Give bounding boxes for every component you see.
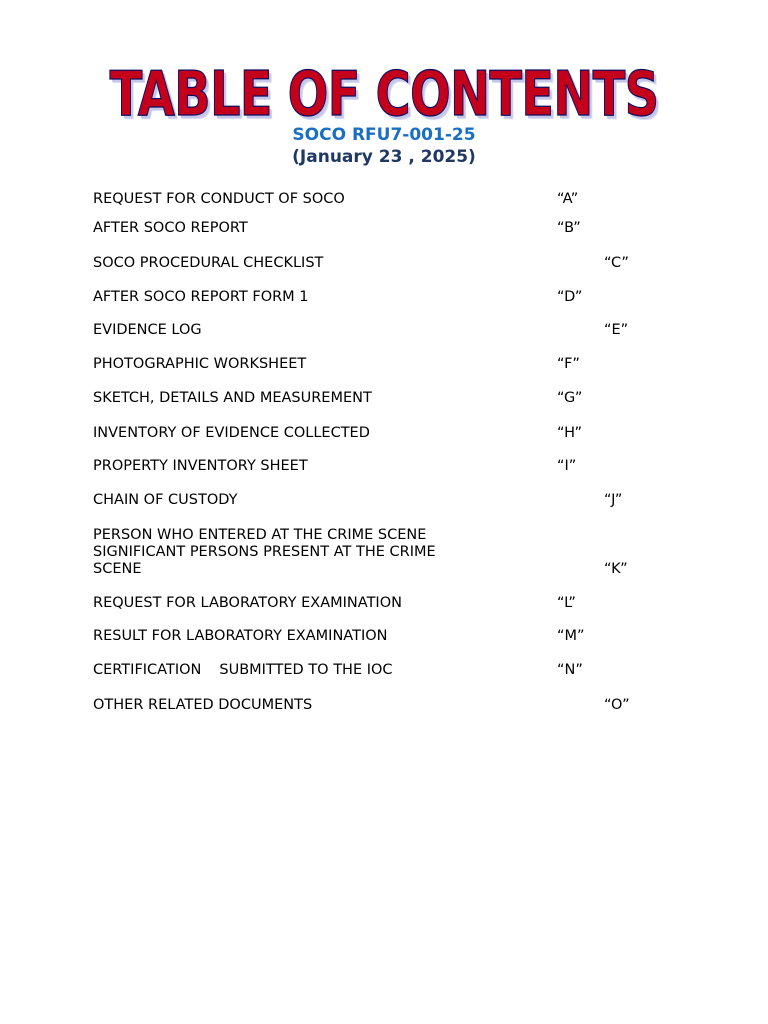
toc-entry-marker: “B” bbox=[557, 220, 581, 236]
toc-entry-label: PERSON WHO ENTERED AT THE CRIME SCENE SIGNIFICANT PERSONS PRESENT AT THE CRIME SCENE bbox=[93, 527, 436, 577]
toc-entry-label-part: SUBMITTED TO THE IOC bbox=[219, 662, 393, 678]
toc-entry-label: AFTER SOCO REPORT bbox=[93, 220, 248, 236]
toc-entry-marker: “D” bbox=[557, 289, 583, 305]
toc-entry-marker: “L” bbox=[557, 595, 576, 611]
toc-entry-label: PROPERTY INVENTORY SHEET bbox=[93, 458, 308, 474]
toc-entry-marker: “A” bbox=[557, 191, 579, 207]
toc-entry-label: SOCO PROCEDURAL CHECKLIST bbox=[93, 255, 324, 271]
toc-entry-label: CHAIN OF CUSTODY bbox=[93, 492, 238, 508]
toc-entry-marker: “O” bbox=[604, 697, 630, 713]
toc-entry-marker: “G” bbox=[557, 390, 583, 406]
toc-entry-label: SKETCH, DETAILS AND MEASUREMENT bbox=[93, 390, 372, 406]
toc-entry-marker: “I” bbox=[557, 458, 577, 474]
toc-entry-label: RESULT FOR LABORATORY EXAMINATION bbox=[93, 628, 388, 644]
toc-entry-marker: “H” bbox=[557, 425, 583, 441]
toc-entry-marker: “E” bbox=[604, 322, 629, 338]
toc-entry-marker: “K” bbox=[604, 561, 628, 577]
toc-entry-label-part: CERTIFICATION bbox=[93, 662, 202, 678]
toc-entry-label: OTHER RELATED DOCUMENTS bbox=[93, 697, 313, 713]
toc-entry-marker: “N” bbox=[557, 662, 583, 678]
toc-entry-label: INVENTORY OF EVIDENCE COLLECTED bbox=[93, 425, 370, 441]
toc-entry-label: PHOTOGRAPHIC WORKSHEET bbox=[93, 356, 307, 372]
toc-entry-label: REQUEST FOR LABORATORY EXAMINATION bbox=[93, 595, 402, 611]
toc-entry-label: AFTER SOCO REPORT FORM 1 bbox=[93, 289, 309, 305]
toc-entry-label: EVIDENCE LOG bbox=[93, 322, 202, 338]
document-code: SOCO RFU7-001-25 bbox=[292, 125, 476, 145]
toc-entry-marker: “F” bbox=[557, 356, 580, 372]
toc-entry-marker: “J” bbox=[604, 492, 623, 508]
document-date: (January 23 , 2025) bbox=[292, 147, 476, 167]
toc-entry-marker: “C” bbox=[604, 255, 629, 271]
toc-entry-label bbox=[93, 662, 483, 679]
page-title: TABLE OF CONTENTS bbox=[109, 58, 659, 131]
toc-entry-label: REQUEST FOR CONDUCT OF SOCO bbox=[93, 191, 345, 207]
toc-entry-marker: “M” bbox=[557, 628, 585, 644]
